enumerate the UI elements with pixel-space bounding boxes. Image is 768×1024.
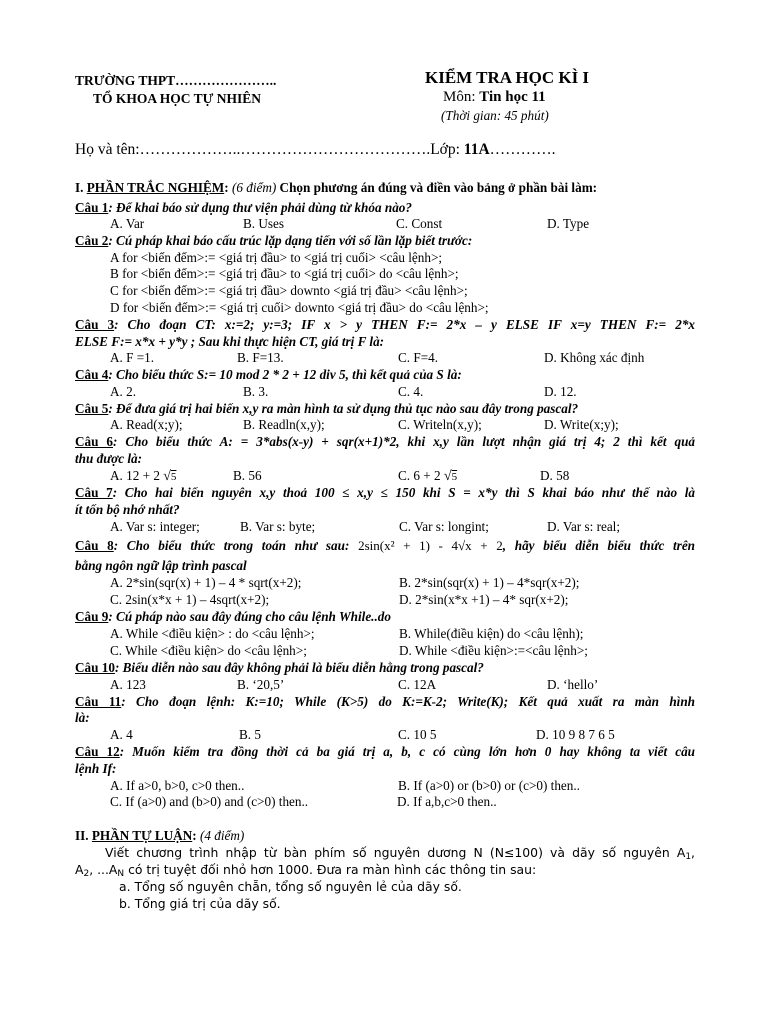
question-12-line2: lệnh If: xyxy=(75,761,117,776)
option-b: B. 5 xyxy=(239,727,261,742)
option-a: A. 4 xyxy=(110,727,133,742)
part2-colon: : xyxy=(192,828,200,843)
option-c: C. F=4. xyxy=(398,350,439,365)
option-a: A. F =1. xyxy=(110,350,155,365)
option-c: C. 4. xyxy=(398,384,424,399)
question-9 xyxy=(75,609,391,625)
option-d: D. 58 xyxy=(540,468,570,483)
option-b: B. Var s: byte; xyxy=(240,519,316,534)
part2-heading xyxy=(75,828,244,844)
question-8 xyxy=(75,538,695,554)
essay-text-1: Viết chương trình nhập từ bàn phím số nguyên dương N (N≤100) và dãy số nguyên A xyxy=(105,845,686,860)
option-a: A. 2. xyxy=(110,384,137,399)
question-1-label: Câu 1 xyxy=(75,200,109,215)
option-a: A. 123 xyxy=(110,677,146,692)
question-2-option-a: A for <biến đếm>:= <giá trị đầu> to <giá trị cuối> <câu lệnh>; xyxy=(110,250,443,265)
question-9-label: Câu 9 xyxy=(75,609,109,624)
question-11 xyxy=(75,694,695,710)
essay-text-2c: có trị tuyệt đối nhỏ hơn 1000. Đưa ra màn hình các thông tin sau: xyxy=(124,862,537,877)
question-12-label: Câu 12 xyxy=(75,744,120,759)
subscript-2: 2 xyxy=(83,869,90,879)
question-7-label: Câu 7 xyxy=(75,485,113,500)
part1-title: PHẦN TRẮC NGHIỆM xyxy=(86,180,225,195)
option-b: B. Readln(x,y); xyxy=(243,417,325,432)
question-10 xyxy=(75,660,484,676)
question-8-label: Câu 8 xyxy=(75,538,114,553)
option-a: A. If a>0, b>0, c>0 then.. xyxy=(110,778,245,793)
option-b: B. F=13. xyxy=(237,350,284,365)
radicand: 5 xyxy=(451,471,458,483)
option-c: C. 12A xyxy=(398,677,437,692)
question-8-text-after: , hãy biểu diễn biểu thức trên xyxy=(502,538,696,553)
question-2-text: : Cú pháp khai báo cấu trúc lặp dạng tiến với số lần lặp biết trước: xyxy=(108,233,473,248)
essay-comma: , xyxy=(691,845,695,860)
part2-points: (4 điểm) xyxy=(199,828,245,843)
part2-number: II. xyxy=(75,828,92,843)
option-b: B. While(điều kiện) do <câu lệnh); xyxy=(399,626,584,641)
option-a xyxy=(110,468,176,485)
option-d: D. If a,b,c>0 then.. xyxy=(397,794,497,809)
option-d: D. ‘hello’ xyxy=(547,677,599,692)
question-1-text: : Để khai báo sử dụng thư viện phải dùng từ khóa nào? xyxy=(108,200,412,215)
option-a: A. Var s: integer; xyxy=(110,519,200,534)
option-b: B. 3. xyxy=(243,384,269,399)
essay-text-2a: A xyxy=(75,862,84,877)
question-6-text: : Cho biểu thức A: = 3*abs(x-y) + sqr(x+1)*2, khi x,y lần lượt nhận giá trị 4; 2 thì kết quả xyxy=(113,434,695,449)
student-info-line xyxy=(75,142,556,158)
subject-label: Môn: xyxy=(443,89,480,105)
exam-time: (Thời gian: 45 phút) xyxy=(441,108,549,123)
question-4-text: : Cho biểu thức S:= 10 mod 2 * 2 + 12 div 5, thì kết quả của S là: xyxy=(108,367,462,382)
question-11-text: : Cho đoạn lệnh: K:=10; While (K>5) do K:=K-2; Write(K); Kết quả xuất ra màn hình xyxy=(121,694,695,709)
question-10-label: Câu 10 xyxy=(75,660,115,675)
essay-text-2b: , ...A xyxy=(89,862,118,877)
option-d: D. 10 9 8 7 6 5 xyxy=(536,727,615,742)
option-a: A. While <điều kiện> : do <câu lệnh>; xyxy=(110,626,315,641)
option-d: D. Var s: real; xyxy=(547,519,620,534)
question-2 xyxy=(75,233,472,249)
subscript-1: 1 xyxy=(685,852,692,862)
student-name-label: Họ và tên:………………..……………………………….Lớp: xyxy=(75,141,464,158)
exam-title: KIỂM TRA HỌC KÌ I xyxy=(425,68,590,87)
option-c: C. While <điều kiện> do <câu lệnh>; xyxy=(110,643,307,658)
question-2-label: Câu 2 xyxy=(75,233,109,248)
option-d: D. 2*sin(x*x +1) – 4* sqr(x+2); xyxy=(399,592,569,607)
essay-item-b: b. Tổng giá trị của dãy số. xyxy=(119,896,281,911)
school-name: TRƯỜNG THPT………………….. xyxy=(75,73,277,88)
sqrt-icon: √ xyxy=(443,469,452,484)
math-formula: 2sin(x² + 1) - 4√x + 2 xyxy=(358,538,503,553)
question-6-line2: thu được là: xyxy=(75,451,142,466)
question-11-label: Câu 11 xyxy=(75,694,122,709)
question-6-label: Câu 6 xyxy=(75,434,113,449)
question-8-line2: bằng ngôn ngữ lập trình pascal xyxy=(75,558,247,573)
part1-points: (6 điểm) xyxy=(231,180,277,195)
question-7-text: : Cho hai biến nguyên x,y thoả 100 ≤ x,y ≤ 150 khi S = x*y thì S khai báo như thế nào là xyxy=(112,485,695,500)
question-7-line2: ít tốn bộ nhớ nhất? xyxy=(75,502,180,517)
department-name: TỔ KHOA HỌC TỰ NHIÊN xyxy=(93,91,262,106)
question-12 xyxy=(75,744,695,760)
question-3-line2: ELSE F:= x*x + y*y ; Sau khi thực hiện CT, giá trị F là: xyxy=(75,334,385,349)
part2-title: PHẦN TỰ LUẬN xyxy=(91,828,193,843)
option-b: B. If (a>0) or (b>0) or (c>0) then.. xyxy=(398,778,580,793)
option-b: B. 56 xyxy=(233,468,262,483)
option-c: C. If (a>0) and (b>0) and (c>0) then.. xyxy=(110,794,309,809)
part1-number: I. xyxy=(75,180,87,195)
option-c: C. Var s: longint; xyxy=(399,519,489,534)
part1-colon: : xyxy=(224,180,232,195)
option-b: B. 2*sin(sqr(x) + 1) – 4*sqr(x+2); xyxy=(399,575,580,590)
option-d: D. While <điều kiện>:=<câu lệnh>; xyxy=(399,643,588,658)
question-7 xyxy=(75,485,695,501)
option-b: B. Uses xyxy=(243,216,285,231)
option-b: B. ‘20,5’ xyxy=(237,677,285,692)
question-1 xyxy=(75,200,412,216)
option-a-text: A. 12 + 2 xyxy=(110,468,160,483)
question-10-text: : Biểu diễn nào sau đây không phải là biểu diễn hằng trong pascal? xyxy=(114,660,484,675)
question-2-option-b: B for <biến đếm>:= <giá trị đầu> to <giá trị cuối> do <câu lệnh>; xyxy=(110,266,459,281)
question-5-label: Câu 5 xyxy=(75,401,109,416)
subject-value: Tin học 11 xyxy=(479,89,546,105)
option-a: A. 2*sin(sqr(x) + 1) – 4 * sqrt(x+2); xyxy=(110,575,302,590)
question-11-line2: là: xyxy=(75,710,90,725)
option-d: D. 12. xyxy=(544,384,577,399)
part1-instruction: Chọn phương án đúng và điền vào bảng ở phần bài làm: xyxy=(276,180,598,195)
question-4-label: Câu 4 xyxy=(75,367,109,382)
question-9-text: : Cú pháp nào sau đây đúng cho câu lệnh While..do xyxy=(108,609,391,624)
option-c: C. Const xyxy=(396,216,443,231)
question-12-text: : Muốn kiểm tra đồng thời cả ba giá trị a, b, c có cùng lớn hơn 0 hay không ta viết câu xyxy=(119,744,696,759)
option-c: C. 2sin(x*x + 1) – 4sqrt(x+2); xyxy=(110,592,270,607)
question-3-text: : Cho đoạn CT: x:=2; y:=3; IF x > y THEN F:= 2*x – y ELSE IF x=y THEN F:= 2*x xyxy=(114,317,696,332)
option-c: C. Writeln(x,y); xyxy=(398,417,482,432)
question-5 xyxy=(75,401,578,417)
question-3 xyxy=(75,317,695,333)
part1-heading xyxy=(75,180,597,196)
option-a: A. Var xyxy=(110,216,145,231)
question-5-text: : Để đưa giá trị hai biến x,y ra màn hình ta sử dụng thủ tục nào sau đây trong pascal? xyxy=(108,401,579,416)
question-6 xyxy=(75,434,695,450)
class-dots: …………. xyxy=(489,141,556,158)
question-8-text: : Cho biểu thức trong toán như sau: xyxy=(113,538,359,553)
option-d: D. Write(x;y); xyxy=(544,417,619,432)
option-c-text: C. 6 + 2 xyxy=(398,468,441,483)
subscript-n: N xyxy=(117,869,125,879)
option-a: A. Read(x;y); xyxy=(110,417,183,432)
essay-item-a: a. Tổng số nguyên chẵn, tổng số nguyên lẻ của dãy số. xyxy=(119,879,462,894)
question-4 xyxy=(75,367,462,383)
subject-line xyxy=(443,89,546,105)
option-d: D. Không xác định xyxy=(544,350,645,365)
question-2-option-d: D for <biến đếm>:= <giá trị cuối> downto <giá trị đầu> do <câu lệnh>; xyxy=(110,300,489,315)
sqrt-icon: √ xyxy=(163,469,171,484)
question-3-label: Câu 3 xyxy=(75,317,115,332)
option-d: D. Type xyxy=(547,216,590,231)
radicand: 5 xyxy=(170,471,177,483)
class-value: 11A xyxy=(463,141,490,158)
question-2-option-c: C for <biến đếm>:= <giá trị đầu> downto <giá trị đầu> <câu lệnh>; xyxy=(110,283,468,298)
option-c xyxy=(398,468,457,485)
option-c: C. 10 5 xyxy=(398,727,437,742)
